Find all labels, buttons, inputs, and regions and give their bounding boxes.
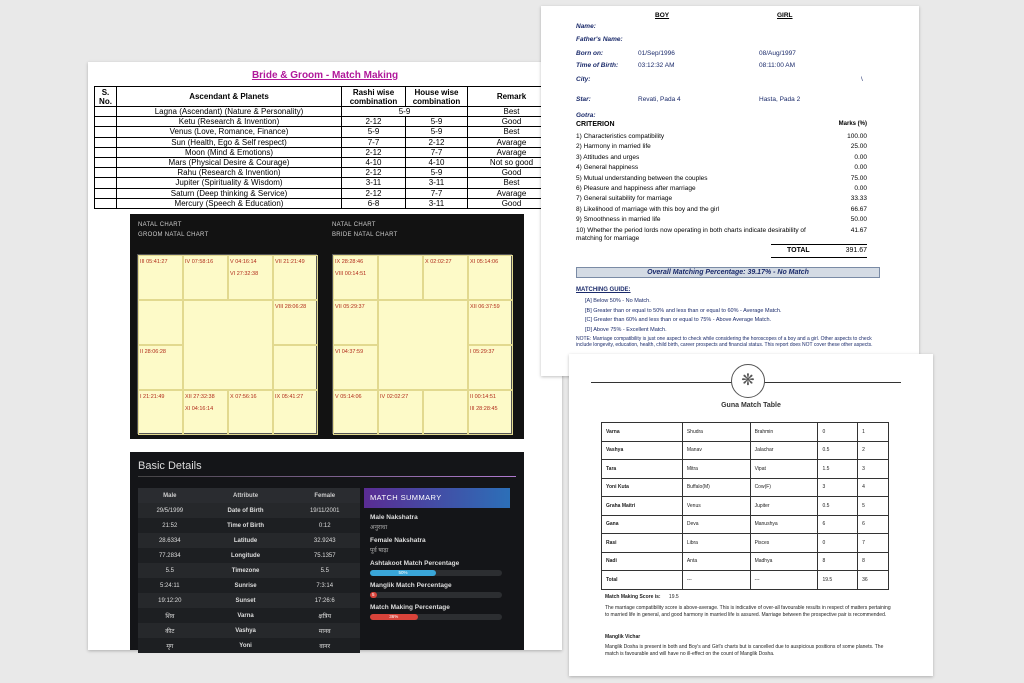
table-row [602,423,889,442]
guna-cell: Graha Maitri [602,497,683,516]
note-text: NOTE: Marriage compatibility is just one aspect to check while considering the horoscopes of a boy and a girl. Other aspects to check include longevity, education, health, child birth, career prospects and financial status. This report does NOT cover these other aspects. [576,336,873,349]
planet-degree-label: IV 02:02:27 [380,394,409,400]
manglik-description: Manglik Dosha is present in both and Boy's and Girl's charts but is cancelled due to auspicious positions of some planets. The match is favourable and will have no ill-effect on the count of Manglik Dosha. [605,644,884,657]
criterion-item: 6) Pleasure and happiness after marriage [576,185,696,192]
table-row [138,623,360,638]
guna-cell: Vipat [750,460,818,479]
remark-cell: Avarage [468,137,556,147]
house-cell: 3-11 [406,198,468,208]
female-nakshatra-value: पूर्व षाढ़ा [370,548,389,554]
table-row [95,157,556,167]
chart-house-cell [273,345,318,390]
criterion-mark: 41.67 [850,226,867,234]
score-label-text: Match Making Score is: [605,594,661,600]
house-cell: 3-11 [406,178,468,188]
criterion-mark: 100.00 [847,133,867,140]
serial-cell [95,107,117,117]
table-row [602,534,889,553]
planet-degree-label: I 05:29:37 [470,349,495,355]
guna-match-table [601,422,889,590]
field-label: City: [576,76,591,83]
serial-cell [95,168,117,178]
attribute-label: Timezone [202,563,290,578]
score-label [605,594,893,601]
groom-chart-subheading: GROOM NATAL CHART [138,232,209,238]
attribute-label: Sunrise [202,578,290,593]
guna-cell: 1 [858,423,889,442]
serial-cell [95,198,117,208]
bride-natal-grid [332,254,512,434]
guna-cell: Deva [682,515,750,534]
natal-charts-panel [130,214,524,439]
guna-cell: Libra [682,534,750,553]
table-row [95,137,556,147]
house-cell: 2-12 [406,137,468,147]
planet-degree-label: IX 28:28:46 [335,259,364,265]
criterion-item: 4) General happiness [576,164,639,172]
criterion-item: 5) Mutual understanding between the couples [576,174,708,182]
remark-cell: Best [468,107,556,117]
house-cell: 4-10 [406,157,468,167]
criterion-item: 9) Smoothness in married life [576,216,661,224]
guna-cell: 8 [858,552,889,571]
table-row [138,548,360,563]
guna-cell: 3 [858,460,889,479]
guide-item: [B] Greater than or equal to 50% and less than or equal to 60% - Average Match. [585,307,782,314]
matching-guide-heading: MATCHING GUIDE: [576,287,631,293]
table-header-row [95,87,556,107]
col-header: Rashi wise combination [342,87,406,107]
guide-item: [C] Greater than 60% and less than or equal to 75% - Above Average Match. [585,317,772,324]
guna-cell: Nadi [602,552,683,571]
table-row [95,127,556,137]
planet-degree-label: VII 21:21:49 [275,259,305,265]
basic-details-panel [130,452,524,650]
title-underline [138,476,516,477]
planet-degree-label: X 02:02:27 [425,259,452,265]
female-value: 75.1357 [289,548,360,563]
male-value: 5:24:11 [138,578,202,593]
total-rule [771,244,867,245]
guna-match-document [569,354,933,676]
table-row [602,497,889,516]
groom-natal-grid [137,254,317,434]
total-rule [771,257,867,258]
col-header: Female [289,488,360,503]
table-row [95,178,556,188]
match-making-table [94,86,556,209]
guna-cell: 1.5 [818,460,858,479]
boy-column-header: BOY [655,12,670,19]
ashtakoot-progress-bar [370,570,502,576]
field-label: Born on: [576,50,604,57]
boy-field-value: 01/Sep/1996 [638,50,675,57]
planet-cell: Venus (Love, Romance, Finance) [117,127,342,137]
guna-cell: Varna [602,423,683,442]
planet-cell: Mercury (Speech & Education) [117,198,342,208]
criterion-mark: 33.33 [850,195,867,203]
planet-degree-label: III 05:41:27 [140,259,168,265]
criterion-item: 8) Likelihood of marriage with this boy and the girl [576,205,720,213]
manglik-label: Manglik Match Percentage [370,582,452,589]
total-label: TOTAL [787,247,810,254]
female-value: वानर [289,638,360,653]
match-making-document [88,62,562,650]
attribute-label: Latitude [202,533,290,548]
ashtakoot-progress-fill: 50% [370,570,436,576]
attribute-label: Sunset [202,593,290,608]
table-row [602,460,889,479]
male-value: 77.2834 [138,548,202,563]
match-making-label: Match Making Percentage [370,604,450,611]
chart-center [183,300,273,390]
bride-chart-subheading: BRIDE NATAL CHART [332,232,398,238]
planet-degree-label: VII 05:29:37 [335,304,365,310]
criterion-mark: 66.67 [850,205,867,213]
guna-cell: Mitra [682,460,750,479]
rashi-cell: 6-8 [342,198,406,208]
field-label: Name: [576,23,596,30]
planet-cell: Rahu (Research & Invention) [117,168,342,178]
attribute-label: Yoni [202,638,290,653]
house-cell: 5-9 [406,168,468,178]
male-value: कीट [138,623,202,638]
col-header: Male [138,488,202,503]
table-row [138,578,360,593]
chart-house-cell [423,390,468,435]
score-value: 19.5 [668,594,679,600]
criterion-mark: 0.00 [854,164,867,172]
planet-degree-label: X 07:56:16 [230,394,257,400]
match-making-progress-fill: 36% [370,614,418,620]
attribute-label: Time of Birth [202,518,290,533]
guide-item: [A] Below 50% - No Match. [585,298,651,304]
female-value: 7:3:14 [289,578,360,593]
house-cell: 7-7 [406,147,468,157]
table-row [138,638,360,653]
criterion-mark: 50.00 [850,216,867,224]
guna-cell: Manushya [750,515,818,534]
match-making-progress-bar [370,614,502,620]
table-row [602,515,889,534]
serial-cell [95,157,117,167]
guna-cell: Pisces [750,534,818,553]
criterion-header: CRITERION [576,121,615,128]
guna-cell: 4 [858,478,889,497]
guna-cell: Brahmin [750,423,818,442]
score-description: The marriage compatibility score is above-average. This is indicative of over-all favourable results in respect of matters pertaining to married life in general, and good harmony in married life is assured. Marriage between the prospective pair is recommended. [605,605,891,618]
planet-degree-label: V 04:16:14 [230,259,257,265]
attribute-label: Longitude [202,548,290,563]
rashi-cell: 5-9 [342,107,468,117]
female-value: 32.9243 [289,533,360,548]
female-value: 19/11/2001 [289,503,360,518]
remark-cell: Avarage [468,147,556,157]
criterion-mark: 25.00 [850,143,867,151]
guna-cell: 0.5 [818,497,858,516]
male-nakshatra-label: Male Nakshatra [370,514,418,521]
planet-degree-label: VIII 00:14:51 [335,271,367,277]
rashi-cell: 2-12 [342,188,406,198]
girl-field-value: \ [861,76,863,83]
table-row [602,478,889,497]
table-row [95,107,556,117]
criterion-item: 10) Whether the period lords now operating in both charts indicate desirability of matching for marriage [576,226,806,242]
criterion-item: 7) General suitability for marriage [576,195,673,203]
planet-degree-label: II 00:14:51 [470,394,496,400]
planet-degree-label: IV 07:58:16 [185,259,214,265]
planet-cell: Lagna (Ascendant) (Nature & Personality) [117,107,342,117]
col-header: House wise combination [406,87,468,107]
serial-cell [95,117,117,127]
planet-degree-label: II 28:06:28 [140,349,166,355]
basic-details-table [138,488,360,653]
total-value: 391.67 [845,247,867,254]
male-nakshatra-value: अनुराधा [370,525,388,531]
planet-degree-label: VI 04:37:59 [335,349,364,355]
guna-cell: 6 [818,515,858,534]
female-nakshatra-label: Female Nakshatra [370,537,426,544]
house-cell: 5-9 [406,127,468,137]
boy-field-value: Revati, Pada 4 [638,96,681,103]
girl-field-value: Hasta, Pada 2 [759,96,801,103]
rashi-cell: 2-12 [342,117,406,127]
guna-cell: 7 [858,534,889,553]
table-header-row [138,488,360,503]
table-row [602,571,889,590]
planet-degree-label: III 28:28:45 [470,406,498,412]
table-row [95,198,556,208]
guna-cell: 0.5 [818,441,858,460]
serial-cell [95,137,117,147]
table-row [95,147,556,157]
serial-cell [95,147,117,157]
guna-cell: 0 [818,423,858,442]
girl-column-header: GIRL [777,12,793,19]
planet-degree-label: XII 27:32:38 [185,394,215,400]
guna-cell: Total [602,571,683,590]
planet-degree-label: XI 05:14:06 [470,259,499,265]
remark-cell: Good [468,168,556,178]
manglik-progress-fill: 5 [370,592,377,598]
planet-degree-label: IX 05:41:27 [275,394,304,400]
male-value: 28.6334 [138,533,202,548]
criterion-mark: 75.00 [850,174,867,182]
match-summary-card [364,488,510,650]
rashi-cell: 2-12 [342,168,406,178]
col-header: Ascendant & Planets [117,87,342,107]
guna-cell: --- [750,571,818,590]
manglik-heading: Manglik Vichar [605,634,641,640]
planet-degree-label: VI 27:32:38 [230,271,259,277]
table-row [138,593,360,608]
planet-degree-label: XII 06:37:59 [470,304,500,310]
girl-field-value: 08/Aug/1997 [759,50,796,57]
guna-table-title: Guna Match Table [721,402,781,409]
field-label: Time of Birth: [576,62,619,69]
guna-cell: Gana [602,515,683,534]
chart-house-cell [138,300,183,345]
col-header: Attribute [202,488,290,503]
table-row [602,552,889,571]
female-value: मानव [289,623,360,638]
planet-cell: Ketu (Research & Invention) [117,117,342,127]
table-row [138,503,360,518]
planet-degree-label: VIII 28:06:28 [275,304,307,310]
guna-cell: 36 [858,571,889,590]
girl-field-value: 08:11:00 AM [759,62,796,69]
guna-cell: Madhya [750,552,818,571]
basic-details-title: Basic Details [138,460,202,472]
table-row [138,608,360,623]
table-row [138,533,360,548]
guna-cell: Jalachar [750,441,818,460]
remark-cell: Good [468,117,556,127]
guna-cell: Rasi [602,534,683,553]
guna-cell: 5 [858,497,889,516]
guna-cell: 3 [818,478,858,497]
field-label: Star: [576,96,591,103]
guna-cell: Yoni Kuta [602,478,683,497]
groom-chart-heading: NATAL CHART [138,222,182,228]
planet-degree-label: XI 04:16:14 [185,406,214,412]
planet-cell: Mars (Physical Desire & Courage) [117,157,342,167]
marks-header: Marks (%) [838,121,867,127]
female-value: क्षत्रिय [289,608,360,623]
serial-cell [95,188,117,198]
planet-cell: Jupiter (Spirituality & Wisdom) [117,178,342,188]
house-cell: 7-7 [406,188,468,198]
male-value: 21:52 [138,518,202,533]
guna-cell: Cow(F) [750,478,818,497]
manglik-progress-bar [370,592,502,598]
guna-cell: Manav [682,441,750,460]
criterion-item: 1) Characteristics compatibility [576,133,665,140]
guna-cell: Buffalo(M) [682,478,750,497]
serial-cell [95,178,117,188]
guna-cell: Venus [682,497,750,516]
overall-matching-banner: Overall Matching Percentage: 39.17% - No Match [576,267,880,278]
boy-field-value: 03:12:32 AM [638,62,675,69]
match-making-title: Bride & Groom - Match Making [251,70,399,81]
guna-cell: --- [682,571,750,590]
remark-cell: Best [468,127,556,137]
compatibility-report-document [541,6,919,376]
house-cell: 5-9 [406,117,468,127]
guna-cell: Tara [602,460,683,479]
ashtakoot-label: Ashtakoot Match Percentage [370,560,460,567]
guide-item: [D] Above 75% - Excellent Match. [585,326,667,333]
table-row [602,441,889,460]
rashi-cell: 2-12 [342,147,406,157]
planet-degree-label: I 21:21:49 [140,394,165,400]
female-value: 5.5 [289,563,360,578]
guna-cell: 0 [818,534,858,553]
rashi-cell: 3-11 [342,178,406,188]
remark-cell: Not so good [468,157,556,167]
male-value: 5.5 [138,563,202,578]
female-value: 0:12 [289,518,360,533]
rashi-cell: 4-10 [342,157,406,167]
bride-chart-heading: NATAL CHART [332,222,376,228]
remark-cell: Good [468,198,556,208]
attribute-label: Varna [202,608,290,623]
table-row [138,518,360,533]
male-value: मृग [138,638,202,653]
planet-cell: Saturn (Deep thinking & Service) [117,188,342,198]
guna-cell: 8 [818,552,858,571]
guna-cell: Jupiter [750,497,818,516]
table-row [95,117,556,127]
guna-cell: Anta [682,552,750,571]
female-value: 17:26:6 [289,593,360,608]
table-row [138,563,360,578]
guna-cell: Vashya [602,441,683,460]
remark-cell: Best [468,178,556,188]
criterion-mark: 0.00 [854,153,867,161]
field-label: Gotra: [576,112,596,119]
guna-cell: 19.5 [818,571,858,590]
criterion-mark: 0.00 [854,185,867,192]
attribute-label: Date of Birth [202,503,290,518]
male-value: 29/5/1999 [138,503,202,518]
table-row [95,188,556,198]
emblem-icon: ❋ [731,364,765,398]
guna-cell: 6 [858,515,889,534]
planet-degree-label: V 05:14:06 [335,394,362,400]
rashi-cell: 7-7 [342,137,406,147]
criterion-item: 3) Attitudes and urges [576,153,640,161]
table-row [95,168,556,178]
guna-cell: 2 [858,441,889,460]
remark-cell: Avarage [468,188,556,198]
male-value: शिव [138,608,202,623]
rashi-cell: 5-9 [342,127,406,137]
attribute-label: Vashya [202,623,290,638]
serial-cell [95,127,117,137]
match-summary-title: MATCH SUMMARY [364,488,510,508]
planet-cell: Sun (Health, Ego & Self respect) [117,137,342,147]
chart-house-cell [378,255,423,300]
col-header: S. No. [95,87,117,107]
chart-center [378,300,468,390]
criterion-item: 2) Harmony in married life [576,143,651,151]
field-label: Father's Name: [576,36,623,43]
guna-cell: Shudra [682,423,750,442]
col-header: Remark [468,87,556,107]
planet-cell: Moon (Mind & Emotions) [117,147,342,157]
male-value: 19:12:20 [138,593,202,608]
